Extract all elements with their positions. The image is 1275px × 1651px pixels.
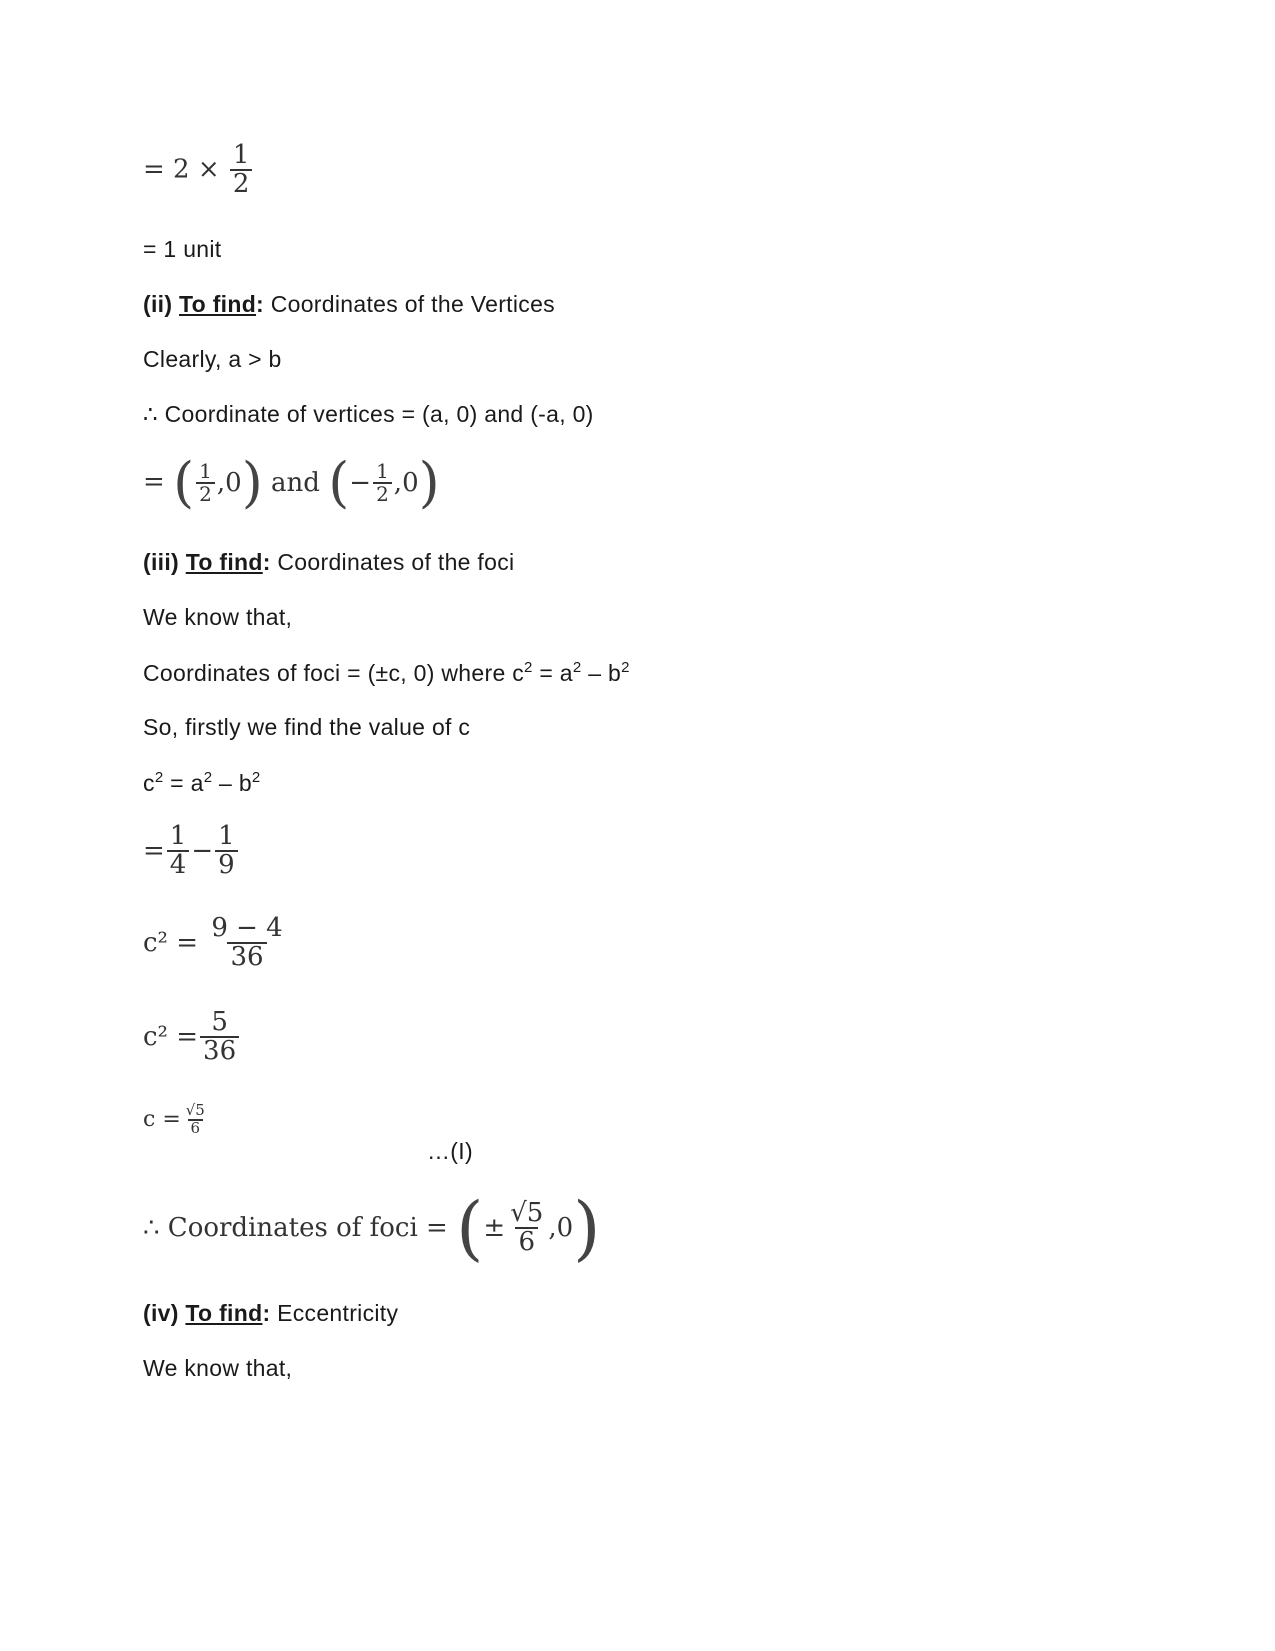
foci-formula-text: Coordinates of foci = (±c, 0) where c [143, 660, 525, 686]
fraction [507, 1197, 546, 1257]
to-find-keyword: To find [185, 1300, 263, 1326]
numerator: 1 [218, 821, 235, 851]
part-ii-heading [143, 291, 555, 318]
step-quarter-minus-ninth [143, 823, 240, 880]
denominator: 2 [373, 482, 392, 505]
colon: : [262, 549, 271, 575]
exponent: 2 [203, 769, 213, 786]
step-c-squared-b [143, 1009, 241, 1066]
denominator: 36 [200, 1036, 239, 1065]
firstly-line: So, firstly we find the value of c [143, 714, 471, 740]
foci-formula-text: – b [581, 660, 622, 686]
denominator: 9 [215, 850, 238, 879]
heading-text: Coordinates of the Vertices [264, 291, 555, 317]
foci-value: ∴ Coordinates of foci = (± $\frac{√5}{6}$ ,0) [143, 1187, 601, 1269]
step-c-value [143, 1103, 210, 1137]
exponent: 2 [621, 659, 630, 676]
part-iii-heading [143, 549, 514, 576]
heading-text: Coordinates of the foci [270, 549, 515, 575]
exponent: 2 [524, 659, 533, 676]
exponent: 2 [154, 769, 164, 786]
step-one-unit: = 1 unit [143, 236, 222, 262]
zero: 0 [225, 468, 242, 498]
and-word: and [271, 468, 320, 498]
exponent: 2 [572, 659, 582, 676]
fraction [167, 823, 190, 880]
colon: : [256, 291, 265, 317]
open-paren: ( [328, 451, 350, 514]
numerator: 1 [199, 459, 212, 483]
vertices-formula: ∴ Coordinate of vertices = (a, 0) and (-a, 0) [143, 401, 594, 427]
fraction [373, 461, 392, 505]
formula-text: – b [212, 770, 252, 796]
denominator: 2 [230, 169, 253, 198]
fraction [215, 823, 238, 880]
fraction [183, 1103, 208, 1137]
foci-formula-text: = a [532, 660, 573, 686]
to-find-keyword: To find [185, 549, 263, 575]
close-paren: ) [241, 451, 263, 514]
numerator: √5 [510, 1197, 544, 1228]
numerator: 5 [211, 1007, 228, 1037]
close-paren: ) [573, 1187, 601, 1269]
lhs: c² = [143, 928, 199, 959]
fraction [230, 142, 253, 199]
numerator: 1 [376, 459, 389, 483]
minus-sign: − [191, 836, 214, 867]
denominator: 36 [227, 942, 266, 971]
we-know-that-1: We know that, [143, 604, 293, 630]
open-paren: ( [173, 451, 195, 514]
foci-formula [143, 659, 630, 687]
heading-text: Eccentricity [270, 1300, 399, 1326]
open-paren: ( [456, 1187, 484, 1269]
formula-text: = a [163, 770, 204, 796]
equals-sign: = [143, 467, 165, 497]
denominator: 6 [188, 1119, 204, 1137]
close-paren: ) [418, 451, 440, 514]
step-c-squared-a [143, 915, 288, 972]
part-label: (ii) [143, 291, 173, 317]
exponent: 2 [251, 769, 261, 786]
colon: : [262, 1300, 271, 1326]
equals-sign: = [143, 836, 165, 867]
c-squared-formula [143, 769, 261, 797]
denominator: 2 [196, 482, 215, 505]
part-iv-heading [143, 1300, 398, 1327]
clearly-line: Clearly, a > b [143, 346, 282, 372]
denominator: 6 [515, 1227, 538, 1256]
part-label: (iv) [143, 1300, 179, 1326]
step-prefix: = 2 × [143, 154, 220, 185]
numerator: √5 [185, 1101, 205, 1119]
fraction [196, 461, 215, 505]
we-know-that-2: We know that, [143, 1355, 293, 1381]
step-two-times-half [143, 142, 254, 199]
numerator: 9 − 4 [211, 913, 283, 943]
fraction [200, 1009, 239, 1066]
fraction [208, 915, 285, 972]
equation-reference: …(I) [427, 1138, 473, 1164]
formula-text: c [143, 770, 155, 796]
lhs: ∴ Coordinates of foci = [143, 1213, 448, 1243]
part-label: (iii) [143, 549, 179, 575]
lhs: c² = [143, 1022, 199, 1053]
denominator: 4 [167, 850, 190, 879]
numerator: 1 [232, 140, 250, 170]
zero: 0 [402, 468, 419, 498]
zero: 0 [556, 1213, 574, 1243]
lhs: c = [143, 1107, 181, 1133]
to-find-keyword: To find [179, 291, 257, 317]
vertices-value: = ( $\frac{1}{2}$ ,0) and (− $\frac{1}{2}$ ,0) [143, 451, 440, 514]
minus-sign: − [349, 468, 372, 498]
plus-minus-sign: ± [483, 1213, 506, 1243]
numerator: 1 [169, 821, 187, 851]
